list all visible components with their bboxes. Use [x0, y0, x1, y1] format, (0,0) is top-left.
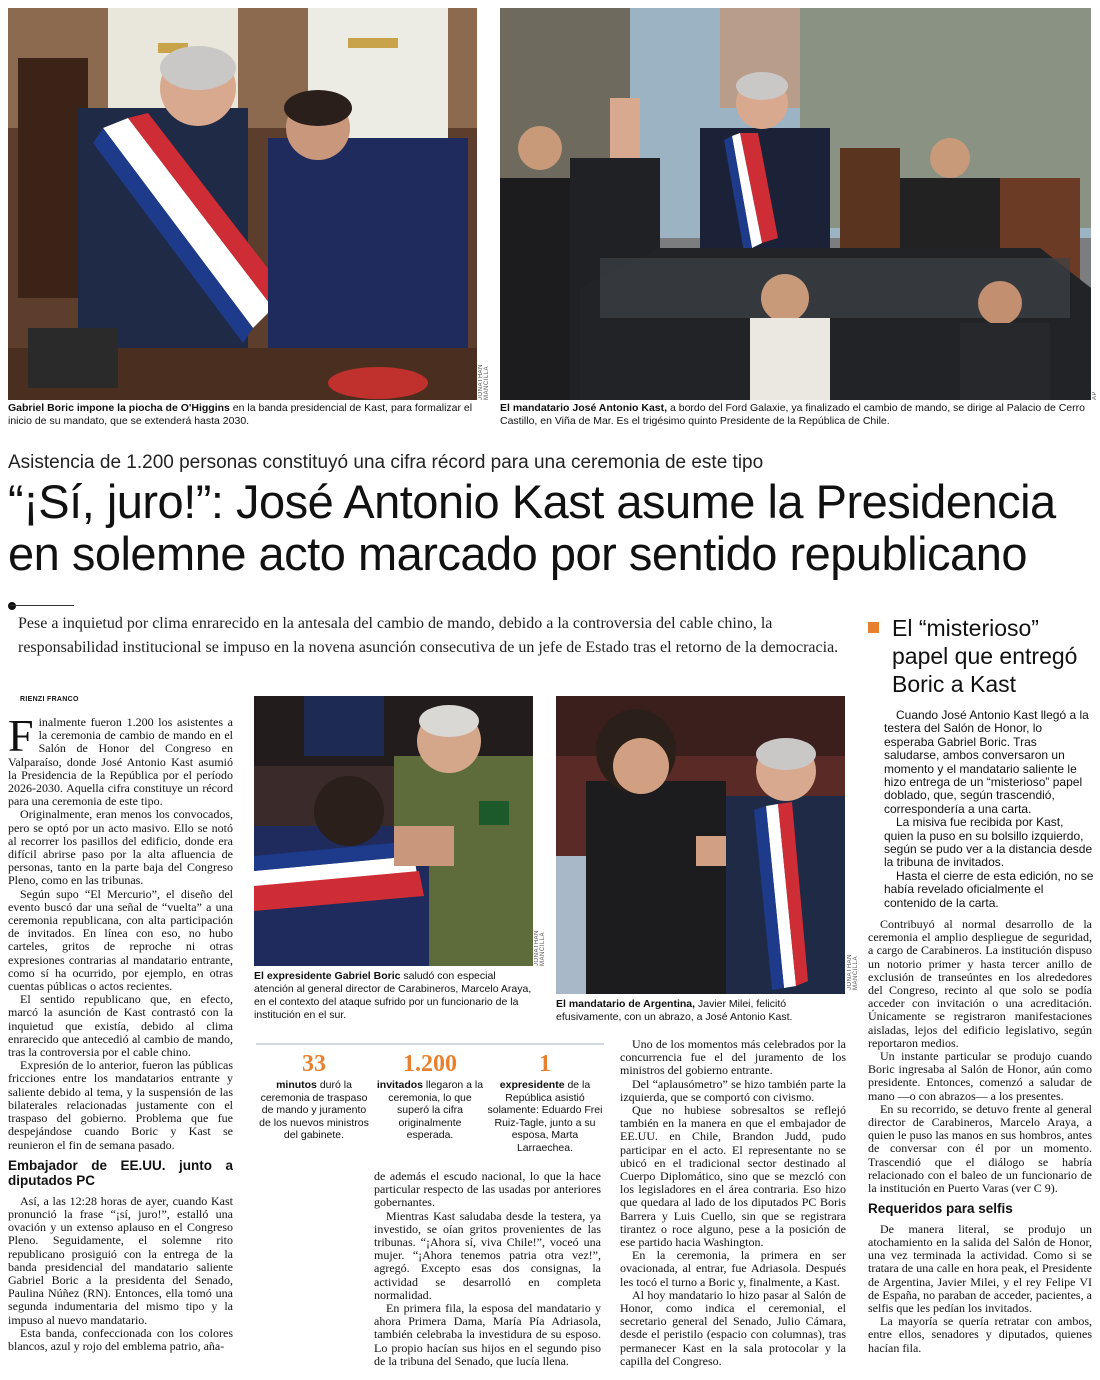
photo-milei-kast — [556, 696, 845, 994]
photo-kast-galaxie — [500, 8, 1091, 400]
stat-description — [486, 1079, 604, 1154]
sidebar-body — [884, 709, 1094, 910]
article-paragraph: Del “aplausómetro” se hizo también parte la izquierda, que se comportó con civismo. — [620, 1076, 846, 1104]
stat-label: minutos — [276, 1079, 317, 1091]
article-paragraph: Uno de los momentos más celebrados por la concurrencia fue el del juramento de los ministros del gobierno entrante. — [620, 1038, 846, 1078]
article-paragraph: Esta banda, confeccionada con los colores blancos, azul y rojo del emblema patrio, aña- — [8, 1325, 233, 1353]
drop-cap: F — [8, 716, 34, 761]
article-paragraph — [8, 716, 233, 808]
article-paragraph: En primera fila, la esposa del mandatario y ahora Primera Dama, María Pía Adriasola, también celebraba la investidura de su esposo. Lo propio hacían sus hijos en el segundo piso de la tribuna del Senado, que lucía llena. — [374, 1301, 601, 1368]
sidebar-paragraph: La misiva fue recibida por Kast, quien la puso en su bolsillo izquierdo, según se pudo ver a la distancia desde la tribuna de invitados. — [884, 815, 1093, 870]
article-headline: “¡Sí, juro!”: José Antonio Kast asume la Presidencia en solemne acto marcado por sentido republicano — [8, 475, 1056, 580]
photo-caption — [500, 402, 1092, 428]
photo-caption — [254, 970, 536, 1022]
caption-bold: El mandatario de Argentina, — [556, 998, 696, 1010]
photo-credit: AP — [1092, 390, 1098, 400]
article-paragraph: El sentido republicano que, en efecto, marcó la asunción de Kast contrastó con la inquietud que existía, debido al clima enrarecido que antecedió al cambio de mando, tras la controversia por el cable chino. — [8, 992, 233, 1060]
article-lead: Pese a inquietud por clima enrarecido en la antesala del cambio de mando, debido a la controversia del cable chino, la responsabilidad institucional se impuso en la novena asunción consecutiva de un jefe de Estado tras el retorno de la democracia. — [18, 615, 839, 656]
article-paragraph: La mayoría se quería retratar con ambos, entre ellos, senadores y diputados, quienes hacían fila. — [868, 1314, 1092, 1355]
photo-boric-piocha — [8, 8, 477, 400]
stat-description — [374, 1079, 486, 1142]
byline: RIENZI FRANCO — [20, 696, 79, 703]
article-paragraph: Originalmente, eran menos los convocados, pero se optó por un acto masivo. Ello se notó al recorrer los pasillos del edificio, donde era difícil abrirse paso por la alta afluencia de personas, tanto en la parte baja del Congreso Pleno, como en las tribunas. — [8, 807, 233, 888]
stat-item — [374, 1049, 486, 1142]
article-paragraph: de además el escudo nacional, lo que la hace particular respecto de las usadas por anteriores gobernantes. — [374, 1170, 601, 1210]
article-paragraph: Según supo “El Mercurio”, el diseño del evento buscó dar una señal de “vuelta” a una ceremonia republicana, con alta participación de invitados. En línea con eso, no hubo carteles, gritos de reproche ni otras expresiones contrarias al mandatario entrante, como sí ha ocurrido, por ejemplo, en otras cuentas públicas o actos recientes. — [8, 886, 233, 994]
stat-text: de la República asistió solamente: Eduardo Frei Ruiz-Tagle, junto a su esposa, Marta Larraechea. — [487, 1079, 603, 1154]
lead-rule — [10, 605, 74, 606]
section-subhead: Requeridos para selfis — [868, 1201, 1013, 1217]
article-paragraph: Un instante particular se produjo cuando Boric ingresaba al Salón de Honor, aún como presidente. Entonces, comenzó a saludar de mano —o con abrazos— a los presentes. — [868, 1049, 1092, 1103]
article-paragraph: Que no hubiese sobresaltos se reflejó también en la manera en que el embajador de EE.UU. en Chile, Brandon Judd, pudo participar en el acto. El representante no se ubicó en el tradicional sector destinado al Cuerpo Diplomático, sino que se mezcló con los legisladores en el área contraria. Eso hizo que quedara al lado de los diputados PC Boris Barrera y Luis Cuello, sin que se registrara tirantez o roce alguno, pese a la posición de ese partido hacia Washington. — [620, 1103, 846, 1250]
article-column-3 — [620, 1038, 846, 1374]
photo-caption — [556, 998, 848, 1024]
caption-bold: El expresidente Gabriel Boric — [254, 970, 401, 982]
sidebar-title: El “misterioso” papel que entregó Boric a Kast — [892, 615, 1078, 697]
article-paragraph: Al hoy mandatario lo hizo pasar al Salón de Honor, como indica el ceremonial, el secretario general del Senado, Julio Cámara, desde el peristilo (espacio con columnas), tras permanecer Kast en la sala protocolar y la capilla del Congreso. — [620, 1287, 846, 1368]
lead-bullet — [8, 602, 16, 610]
stat-item — [258, 1049, 370, 1142]
stat-text: llegaron a la ceremonia, lo que superó la cifra originalmente esperada. — [388, 1079, 484, 1141]
caption-bold: El mandatario José Antonio Kast, — [500, 402, 668, 414]
photo-caption — [8, 402, 478, 428]
article-column-4 — [868, 918, 1092, 1374]
stat-label: invitados — [376, 1079, 423, 1091]
caption-text: a bordo del Ford Galaxie, ya finalizado el cambio de mando, se dirige al Palacio de Cerro Castillo, en Viña de Mar. Es el trigésimo quinto Presidente de la República de Chile. — [500, 402, 1085, 427]
stat-number: 1.200 — [403, 1051, 457, 1077]
section-subhead: Embajador de EE.UU. junto a diputados PC — [8, 1157, 233, 1189]
paragraph-text: inalmente fueron 1.200 los asistentes a la ceremonia de cambio de mando en el Salón de Honor del Congreso en Valparaíso, donde José Antonio Kast asumió la Presidencia de la República por el período 2026-2030. Aquella cifra constituye un récord para una ceremonia de este tipo. — [8, 716, 233, 809]
photo-credit: JONATHAN MANCILLA — [534, 930, 546, 966]
caption-text: en la banda presidencial de Kast, para formalizar el inicio de su mandato, que se extenderá hasta 2030. — [8, 402, 473, 427]
article-paragraph: Expresión de lo anterior, fueron las públicas fricciones entre los mandatarios entrante y saliente debido al tema, y la suspensión de las bilaterales relacionadas justamente con el traspaso del gobierno. Problema que fue despejándose cuando Boric y Kast se reunieron el fin de semana pasado. — [8, 1058, 233, 1152]
caption-text: saludó con especial atención al general director de Carabineros, Marcelo Araya, en el contexto del ataque sufrido por un funcionario de la institución en el sur. — [254, 970, 532, 1021]
stat-number: 1 — [539, 1051, 551, 1077]
photo-credit: JONATHAN MANCILLA — [478, 364, 490, 400]
article-paragraph: De manera literal, se produjo un atochamiento en la salida del Salón de Honor, una vez terminada la actividad. Como si se tratara de una calle en hora peak, el Presidente de Argentina, Javier Milei, y el rey Felipe VI de España, no paraban de acceder, pacientes, a selfis que les pedían los invitados. — [868, 1221, 1092, 1315]
article-column-1 — [8, 716, 233, 1374]
stat-item — [486, 1049, 604, 1154]
stat-text: duró la ceremonia de traspaso de mando y juramento de los nuevos ministros del gabinete. — [259, 1079, 369, 1141]
stat-number: 33 — [302, 1051, 326, 1077]
article-paragraph: En la ceremonia, la primera en ser ovacionada, al entrar, fue Adriasola. Después les tocó el turno a Boric y, finalmente, a Kast. — [620, 1248, 846, 1289]
article-kicker: Asistencia de 1.200 personas constituyó una cifra récord para una ceremonia de este tipo — [8, 452, 764, 473]
photo-credit: JONATHAN MANCILLA — [847, 954, 859, 990]
article-paragraph: En su recorrido, se detuvo frente al general director de Carabineros, Marcelo Araya, a quien le puso las manos en sus hombros, antes de conversar con él por un momento. Trascendió que el diálogo se habría relacionado con el baleo de un funcionario de la institución en Puerto Varas (ver C 9). — [868, 1101, 1092, 1196]
stats-box — [256, 1043, 604, 1154]
article-paragraph: Así, a las 12:28 horas de ayer, cuando Kast pronunció la frase “¡sí, juro!”, estalló una ovación y un extenso aplauso en el Congreso Pleno. Seguidamente, el solemne rito republicano prosiguió con la entrega de la banda presidencial del mandatario saliente Gabriel Boric a la presidenta del Senado, Paulina Núñez (RN). Entonces, ella tomó una segunda indumentaria del mismo tipo y la impuso al nuevo mandatario. — [8, 1193, 233, 1327]
sidebar-paragraph: Hasta el cierre de esta edición, no se había revelado oficialmente el contenido de la carta. — [884, 868, 1094, 910]
stat-label: expresidente — [499, 1079, 565, 1091]
sidebar-paragraph: Cuando José Antonio Kast llegó a la testera del Salón de Honor, lo esperaba Gabriel Boric. Tras saludarse, ambos conversaron un momento y el mandatario saliente le hizo entrega de un “misterioso” papel doblado, que, según trascendió, correspondería a una carta. — [884, 708, 1089, 816]
article-column-2 — [374, 1170, 601, 1374]
caption-text: Javier Milei, felicitó efusivamente, con un abrazo, a José Antonio Kast. — [556, 998, 793, 1023]
sidebar-marker — [868, 622, 879, 633]
caption-bold: Gabriel Boric impone la piocha de O'Higgins — [8, 402, 230, 414]
photo-boric-araya — [254, 696, 533, 966]
stat-description — [258, 1079, 370, 1142]
article-paragraph: Mientras Kast saludaba desde la testera, ya investido, se oían gritos provenientes de las tribunas. “¡Ahora sí, viva Chile!”, voceó una mujer. “¡Ahora tenemos patria otra vez!”, agregó. Excepto esas dos consignas, la actividad se desarrolló en completa normalidad. — [374, 1208, 601, 1302]
article-paragraph: Contribuyó al normal desarrollo de la ceremonia el amplio despliegue de seguridad, a cargo de Carabineros. La institución dispuso un notorio primer y hasta tercer anillo de exclusión de transeúntes en los alrededores del Congreso, recinto al que solo se podía acceder con invitación o una acreditación. Únicamente se registraron manifestaciones aisladas, lejos del edificio legislativo, según reportaron medios. — [868, 918, 1092, 1050]
